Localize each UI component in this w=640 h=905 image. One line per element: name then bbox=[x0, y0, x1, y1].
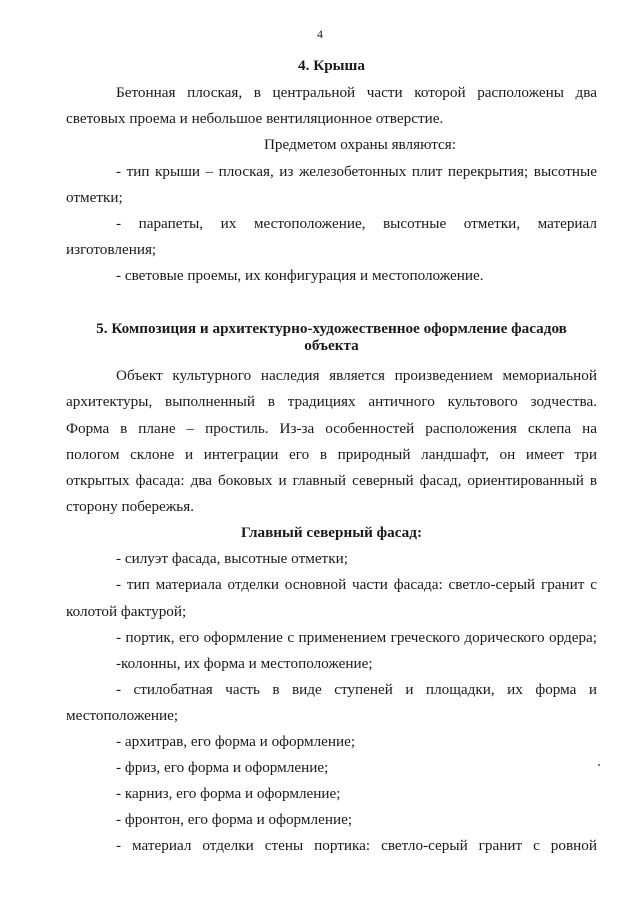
list-item: - архитрав, его форма и оформление; bbox=[116, 733, 356, 750]
list-item: - парапеты, их местоположение, высотные отметки, материал bbox=[116, 215, 597, 232]
list-item: - стилобатная часть в виде ступеней и площадки, их форма и bbox=[116, 681, 597, 698]
list-item: -колонны, их форма и местоположение; bbox=[116, 655, 373, 672]
paragraph-line: Объект культурного наследия является произведением мемориальной bbox=[116, 367, 597, 384]
list-item: - фриз, его форма и оформление; bbox=[116, 759, 329, 776]
paragraph-line: пологом склоне и интеграции его в природный ландшафт, он имеет три bbox=[66, 446, 597, 463]
list-item: - карниз, его форма и оформление; bbox=[116, 785, 341, 802]
paragraph-line: Форма в плане – простиль. Из-за особенностей расположения склепа на bbox=[66, 420, 597, 437]
paragraph-line: архитектуры, выполненный в традициях античного культового зодчества. bbox=[66, 393, 597, 410]
paragraph-line: открытых фасада: два боковых и главный северный фасад, ориентированный в bbox=[66, 472, 597, 489]
section-heading-facades-cont: объекта bbox=[304, 337, 359, 354]
list-item-continuation: местоположение; bbox=[66, 707, 179, 724]
list-item: - портик, его оформление с применением греческого дорического ордера; bbox=[116, 629, 597, 646]
protection-subject-label: Предметом охраны являются: bbox=[263, 136, 457, 153]
list-item: - материал отделки стены портика: светло-серый гранит с ровной bbox=[116, 837, 597, 854]
paragraph-line: Бетонная плоская, в центральной части которой расположены два bbox=[116, 84, 597, 101]
list-item: - тип крыши – плоская, из железобетонных плит перекрытия; высотные bbox=[116, 163, 597, 180]
list-item: - тип материала отделки основной части фасада: светло-серый гранит с bbox=[116, 576, 597, 593]
list-item: - световые проемы, их конфигурация и местоположение. bbox=[116, 267, 484, 284]
subheading-north-facade: Главный северный фасад: bbox=[241, 524, 422, 541]
paragraph-line: сторону побережья. bbox=[66, 498, 195, 515]
list-item-continuation: изготовления; bbox=[66, 241, 157, 258]
page-number: 4 bbox=[317, 27, 323, 41]
section-heading-facades: 5. Композиция и архитектурно-художественное оформление фасадов bbox=[96, 320, 567, 337]
section-heading-roof: 4. Крыша bbox=[298, 57, 365, 74]
list-item-continuation: колотой фактурой; bbox=[66, 603, 187, 620]
list-item: - фронтон, его форма и оформление; bbox=[116, 811, 353, 828]
scan-speck bbox=[598, 764, 600, 766]
paragraph-line: световых проема и небольшое вентиляционное отверстие. bbox=[66, 110, 444, 127]
list-item: - силуэт фасада, высотные отметки; bbox=[116, 550, 348, 567]
list-item-continuation: отметки; bbox=[66, 189, 123, 206]
